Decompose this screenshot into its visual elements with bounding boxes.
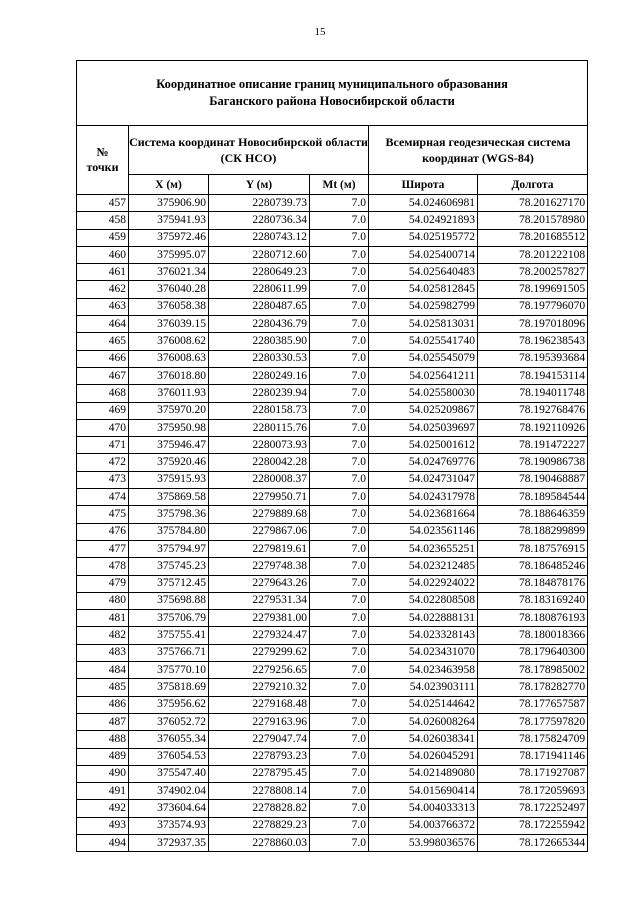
x-coordinate-cell: 376055.34 (129, 731, 209, 748)
longitude-cell: 78.197796070 (478, 298, 588, 315)
point-number-cell: 488 (77, 731, 129, 748)
y-coordinate-cell: 2279210.32 (209, 679, 310, 696)
x-coordinate-cell: 375547.40 (129, 765, 209, 782)
x-coordinate-cell: 375698.88 (129, 592, 209, 609)
latitude-cell: 54.025039697 (369, 419, 478, 436)
wgs-system-header: Всемирная геодезическая система координат (WGS-84) (369, 126, 588, 175)
x-coordinate-cell: 375755.41 (129, 627, 209, 644)
y-coordinate-cell: 2279324.47 (209, 627, 310, 644)
table-row (77, 800, 588, 817)
point-number-cell: 484 (77, 662, 129, 679)
point-number-cell: 461 (77, 264, 129, 281)
latitude-cell: 54.024317978 (369, 489, 478, 506)
latitude-cell: 54.024731047 (369, 471, 478, 488)
page-number: 15 (314, 26, 326, 38)
longitude-cell: 78.195393684 (478, 350, 588, 367)
y-coordinate-cell: 2280436.79 (209, 316, 310, 333)
mt-value-cell: 7.0 (310, 246, 369, 263)
latitude-cell: 54.023431070 (369, 644, 478, 661)
y-coordinate-cell: 2278828.82 (209, 800, 310, 817)
longitude-cell: 78.189584544 (478, 489, 588, 506)
mt-value-cell: 7.0 (310, 506, 369, 523)
x-coordinate-cell: 376058.38 (129, 298, 209, 315)
longitude-cell: 78.191472227 (478, 437, 588, 454)
x-coordinate-cell: 376008.63 (129, 350, 209, 367)
point-number-cell: 480 (77, 592, 129, 609)
longitude-cell: 78.172059693 (478, 783, 588, 800)
point-number-cell: 478 (77, 558, 129, 575)
y-coordinate-cell: 2280042.28 (209, 454, 310, 471)
longitude-cell: 78.187576915 (478, 540, 588, 557)
point-number-cell: 477 (77, 540, 129, 557)
latitude-cell: 54.025812845 (369, 281, 478, 298)
longitude-cell: 78.196238543 (478, 333, 588, 350)
longitude-cell: 78.199691505 (478, 281, 588, 298)
table-row (77, 385, 588, 402)
table-row (77, 575, 588, 592)
mt-column-header: Mt (м) (310, 175, 369, 195)
longitude-cell: 78.178985002 (478, 662, 588, 679)
mt-value-cell: 7.0 (310, 229, 369, 246)
table-row (77, 713, 588, 730)
mt-value-cell: 7.0 (310, 350, 369, 367)
longitude-cell: 78.201685512 (478, 229, 588, 246)
mt-value-cell: 7.0 (310, 696, 369, 713)
table-row (77, 644, 588, 661)
longitude-cell: 78.190986738 (478, 454, 588, 471)
point-number-cell: 486 (77, 696, 129, 713)
mt-value-cell: 7.0 (310, 367, 369, 384)
table-row (77, 419, 588, 436)
mt-value-cell: 7.0 (310, 783, 369, 800)
point-number-cell: 457 (77, 195, 129, 212)
latitude-cell: 54.025982799 (369, 298, 478, 315)
x-coordinate-cell: 376039.15 (129, 316, 209, 333)
y-coordinate-cell: 2280073.93 (209, 437, 310, 454)
y-coordinate-cell: 2280649.23 (209, 264, 310, 281)
latitude-cell: 54.025640483 (369, 264, 478, 281)
point-number-cell: 458 (77, 212, 129, 229)
y-coordinate-cell: 2280008.37 (209, 471, 310, 488)
mt-value-cell: 7.0 (310, 385, 369, 402)
x-coordinate-cell: 375798.36 (129, 506, 209, 523)
y-coordinate-cell: 2278793.23 (209, 748, 310, 765)
mt-value-cell: 7.0 (310, 298, 369, 315)
mt-value-cell: 7.0 (310, 713, 369, 730)
longitude-cell: 78.201627170 (478, 195, 588, 212)
longitude-cell: 78.194153114 (478, 367, 588, 384)
y-coordinate-cell: 2280743.12 (209, 229, 310, 246)
longitude-cell: 78.194011748 (478, 385, 588, 402)
x-coordinate-cell: 375972.46 (129, 229, 209, 246)
mt-value-cell: 7.0 (310, 195, 369, 212)
x-coordinate-cell: 375818.69 (129, 679, 209, 696)
longitude-cell: 78.178282770 (478, 679, 588, 696)
longitude-cell: 78.177597820 (478, 713, 588, 730)
point-number-cell: 465 (77, 333, 129, 350)
y-coordinate-cell: 2279168.48 (209, 696, 310, 713)
latitude-cell: 54.025580030 (369, 385, 478, 402)
point-number-cell: 470 (77, 419, 129, 436)
longitude-cell: 78.201578980 (478, 212, 588, 229)
y-coordinate-cell: 2279163.96 (209, 713, 310, 730)
point-number-cell: 460 (77, 246, 129, 263)
y-coordinate-cell: 2279889.68 (209, 506, 310, 523)
y-coordinate-cell: 2279643.26 (209, 575, 310, 592)
table-row (77, 540, 588, 557)
latitude-cell: 54.023463958 (369, 662, 478, 679)
y-coordinate-cell: 2279381.00 (209, 610, 310, 627)
point-number-cell: 489 (77, 748, 129, 765)
latitude-column-header: Широта (369, 175, 478, 195)
longitude-cell: 78.192768476 (478, 402, 588, 419)
mt-value-cell: 7.0 (310, 540, 369, 557)
mt-value-cell: 7.0 (310, 765, 369, 782)
x-coordinate-cell: 376054.53 (129, 748, 209, 765)
x-coordinate-cell: 375941.93 (129, 212, 209, 229)
y-coordinate-cell: 2279299.62 (209, 644, 310, 661)
table-row (77, 246, 588, 263)
point-number-cell: 463 (77, 298, 129, 315)
mt-value-cell: 7.0 (310, 489, 369, 506)
latitude-cell: 54.022888131 (369, 610, 478, 627)
title-line-2: Баганского района Новосибирской области (209, 94, 455, 108)
x-coordinate-cell: 372937.35 (129, 834, 209, 851)
latitude-cell: 54.026008264 (369, 713, 478, 730)
y-coordinate-cell: 2279047.74 (209, 731, 310, 748)
table-row (77, 523, 588, 540)
mt-value-cell: 7.0 (310, 402, 369, 419)
x-coordinate-cell: 375869.58 (129, 489, 209, 506)
table-row (77, 765, 588, 782)
point-number-cell: 471 (77, 437, 129, 454)
mt-value-cell: 7.0 (310, 731, 369, 748)
table-row (77, 333, 588, 350)
table-row (77, 264, 588, 281)
table-row (77, 454, 588, 471)
mt-value-cell: 7.0 (310, 264, 369, 281)
y-coordinate-cell: 2280330.53 (209, 350, 310, 367)
y-coordinate-cell: 2280249.16 (209, 367, 310, 384)
point-number-cell: 492 (77, 800, 129, 817)
longitude-cell: 78.188299899 (478, 523, 588, 540)
point-number-cell: 485 (77, 679, 129, 696)
x-coordinate-cell: 375950.98 (129, 419, 209, 436)
point-number-symbol: № (96, 145, 109, 159)
table-row (77, 212, 588, 229)
table-row (77, 558, 588, 575)
point-number-cell: 462 (77, 281, 129, 298)
mt-value-cell: 7.0 (310, 437, 369, 454)
x-coordinate-cell: 376021.34 (129, 264, 209, 281)
longitude-cell: 78.172665344 (478, 834, 588, 851)
mt-value-cell: 7.0 (310, 817, 369, 834)
latitude-cell: 54.025641211 (369, 367, 478, 384)
longitude-cell: 78.172255942 (478, 817, 588, 834)
point-number-header (77, 126, 129, 195)
point-number-cell: 472 (77, 454, 129, 471)
x-coordinate-cell: 376011.93 (129, 385, 209, 402)
x-coordinate-cell: 375766.71 (129, 644, 209, 661)
y-coordinate-cell: 2280385.90 (209, 333, 310, 350)
table-row (77, 731, 588, 748)
x-coordinate-cell: 375915.93 (129, 471, 209, 488)
latitude-cell: 54.023328143 (369, 627, 478, 644)
longitude-cell: 78.172252497 (478, 800, 588, 817)
x-coordinate-cell: 373604.64 (129, 800, 209, 817)
x-column-header: X (м) (129, 175, 209, 195)
point-number-cell: 469 (77, 402, 129, 419)
table-row (77, 437, 588, 454)
x-coordinate-cell: 375995.07 (129, 246, 209, 263)
table-row (77, 662, 588, 679)
point-number-cell: 459 (77, 229, 129, 246)
latitude-cell: 54.025400714 (369, 246, 478, 263)
mt-value-cell: 7.0 (310, 627, 369, 644)
table-row (77, 367, 588, 384)
y-coordinate-cell: 2280736.34 (209, 212, 310, 229)
longitude-cell: 78.175824709 (478, 731, 588, 748)
y-coordinate-cell: 2278795.45 (209, 765, 310, 782)
y-coordinate-cell: 2280712.60 (209, 246, 310, 263)
latitude-cell: 54.023212485 (369, 558, 478, 575)
longitude-cell: 78.171941146 (478, 748, 588, 765)
x-coordinate-cell: 374902.04 (129, 783, 209, 800)
latitude-cell: 54.025813031 (369, 316, 478, 333)
longitude-cell: 78.177657587 (478, 696, 588, 713)
point-number-cell: 464 (77, 316, 129, 333)
latitude-cell: 54.023681664 (369, 506, 478, 523)
y-coordinate-cell: 2280158.73 (209, 402, 310, 419)
y-coordinate-cell: 2280115.76 (209, 419, 310, 436)
table-row (77, 817, 588, 834)
y-coordinate-cell: 2279950.71 (209, 489, 310, 506)
x-coordinate-cell: 375712.45 (129, 575, 209, 592)
latitude-cell: 54.024769776 (369, 454, 478, 471)
y-coordinate-cell: 2279748.38 (209, 558, 310, 575)
y-coordinate-cell: 2279867.06 (209, 523, 310, 540)
point-number-cell: 493 (77, 817, 129, 834)
x-coordinate-cell: 376040.28 (129, 281, 209, 298)
point-number-cell: 467 (77, 367, 129, 384)
y-coordinate-cell: 2278829.23 (209, 817, 310, 834)
mt-value-cell: 7.0 (310, 592, 369, 609)
latitude-cell: 54.024921893 (369, 212, 478, 229)
point-number-cell: 475 (77, 506, 129, 523)
point-number-label: точки (86, 160, 119, 174)
table-body (77, 195, 588, 852)
table-row (77, 748, 588, 765)
latitude-cell: 54.022808508 (369, 592, 478, 609)
mt-value-cell: 7.0 (310, 471, 369, 488)
latitude-cell: 54.023655251 (369, 540, 478, 557)
table-row (77, 298, 588, 315)
x-coordinate-cell: 375706.79 (129, 610, 209, 627)
table-row (77, 592, 588, 609)
latitude-cell: 54.026045291 (369, 748, 478, 765)
mt-value-cell: 7.0 (310, 454, 369, 471)
point-number-cell: 473 (77, 471, 129, 488)
mt-value-cell: 7.0 (310, 333, 369, 350)
latitude-cell: 54.023903111 (369, 679, 478, 696)
table-row (77, 506, 588, 523)
point-number-cell: 481 (77, 610, 129, 627)
y-coordinate-cell: 2280239.94 (209, 385, 310, 402)
latitude-cell: 54.025001612 (369, 437, 478, 454)
table-row (77, 350, 588, 367)
coordinates-table (76, 60, 588, 852)
y-coordinate-cell: 2280739.73 (209, 195, 310, 212)
table-row (77, 471, 588, 488)
longitude-column-header: Долгота (478, 175, 588, 195)
mt-value-cell: 7.0 (310, 800, 369, 817)
y-coordinate-cell: 2278860.03 (209, 834, 310, 851)
latitude-cell: 53.998036576 (369, 834, 478, 851)
table-row (77, 316, 588, 333)
mt-value-cell: 7.0 (310, 523, 369, 540)
mt-value-cell: 7.0 (310, 644, 369, 661)
table-row (77, 489, 588, 506)
x-coordinate-cell: 375920.46 (129, 454, 209, 471)
x-coordinate-cell: 376052.72 (129, 713, 209, 730)
local-system-header: Система координат Новосибирской области (СК НСО) (129, 126, 369, 175)
x-coordinate-cell: 376018.80 (129, 367, 209, 384)
y-coordinate-cell: 2278808.14 (209, 783, 310, 800)
point-number-cell: 466 (77, 350, 129, 367)
mt-value-cell: 7.0 (310, 558, 369, 575)
x-coordinate-cell: 375946.47 (129, 437, 209, 454)
longitude-cell: 78.179640300 (478, 644, 588, 661)
table-row (77, 627, 588, 644)
point-number-cell: 479 (77, 575, 129, 592)
x-coordinate-cell: 375956.62 (129, 696, 209, 713)
x-coordinate-cell: 375794.97 (129, 540, 209, 557)
longitude-cell: 78.192110926 (478, 419, 588, 436)
longitude-cell: 78.180876193 (478, 610, 588, 627)
point-number-cell: 483 (77, 644, 129, 661)
latitude-cell: 54.025541740 (369, 333, 478, 350)
longitude-cell: 78.190468887 (478, 471, 588, 488)
longitude-cell: 78.186485246 (478, 558, 588, 575)
latitude-cell: 54.023561146 (369, 523, 478, 540)
table-row (77, 229, 588, 246)
point-number-cell: 474 (77, 489, 129, 506)
y-coordinate-cell: 2279256.65 (209, 662, 310, 679)
table-row (77, 783, 588, 800)
point-number-cell: 487 (77, 713, 129, 730)
mt-value-cell: 7.0 (310, 834, 369, 851)
longitude-cell: 78.200257827 (478, 264, 588, 281)
point-number-cell: 482 (77, 627, 129, 644)
latitude-cell: 54.003766372 (369, 817, 478, 834)
latitude-cell: 54.004033313 (369, 800, 478, 817)
latitude-cell: 54.022924022 (369, 575, 478, 592)
latitude-cell: 54.021489080 (369, 765, 478, 782)
x-coordinate-cell: 373574.93 (129, 817, 209, 834)
latitude-cell: 54.025545079 (369, 350, 478, 367)
table-title (77, 61, 588, 126)
table-row (77, 195, 588, 212)
longitude-cell: 78.188646359 (478, 506, 588, 523)
mt-value-cell: 7.0 (310, 748, 369, 765)
point-number-cell: 491 (77, 783, 129, 800)
x-coordinate-cell: 375784.80 (129, 523, 209, 540)
y-coordinate-cell: 2279531.34 (209, 592, 310, 609)
mt-value-cell: 7.0 (310, 281, 369, 298)
mt-value-cell: 7.0 (310, 212, 369, 229)
x-coordinate-cell: 375970.20 (129, 402, 209, 419)
table-row (77, 402, 588, 419)
longitude-cell: 78.197018096 (478, 316, 588, 333)
x-coordinate-cell: 375906.90 (129, 195, 209, 212)
latitude-cell: 54.026038341 (369, 731, 478, 748)
mt-value-cell: 7.0 (310, 575, 369, 592)
y-coordinate-cell: 2280487.65 (209, 298, 310, 315)
latitude-cell: 54.024606981 (369, 195, 478, 212)
point-number-cell: 494 (77, 834, 129, 851)
x-coordinate-cell: 375745.23 (129, 558, 209, 575)
y-coordinate-cell: 2280611.99 (209, 281, 310, 298)
table-row (77, 834, 588, 851)
y-coordinate-cell: 2279819.61 (209, 540, 310, 557)
table-row (77, 679, 588, 696)
latitude-cell: 54.015690414 (369, 783, 478, 800)
longitude-cell: 78.183169240 (478, 592, 588, 609)
longitude-cell: 78.180018366 (478, 627, 588, 644)
mt-value-cell: 7.0 (310, 610, 369, 627)
x-coordinate-cell: 375770.10 (129, 662, 209, 679)
table-row (77, 610, 588, 627)
table-row (77, 281, 588, 298)
longitude-cell: 78.171927087 (478, 765, 588, 782)
point-number-cell: 490 (77, 765, 129, 782)
mt-value-cell: 7.0 (310, 662, 369, 679)
table-row (77, 696, 588, 713)
latitude-cell: 54.025209867 (369, 402, 478, 419)
longitude-cell: 78.184878176 (478, 575, 588, 592)
latitude-cell: 54.025195772 (369, 229, 478, 246)
mt-value-cell: 7.0 (310, 316, 369, 333)
title-line-1: Координатное описание границ муниципального образования (156, 77, 508, 91)
x-coordinate-cell: 376008.62 (129, 333, 209, 350)
y-column-header: Y (м) (209, 175, 310, 195)
point-number-cell: 476 (77, 523, 129, 540)
longitude-cell: 78.201222108 (478, 246, 588, 263)
mt-value-cell: 7.0 (310, 419, 369, 436)
latitude-cell: 54.025144642 (369, 696, 478, 713)
point-number-cell: 468 (77, 385, 129, 402)
mt-value-cell: 7.0 (310, 679, 369, 696)
